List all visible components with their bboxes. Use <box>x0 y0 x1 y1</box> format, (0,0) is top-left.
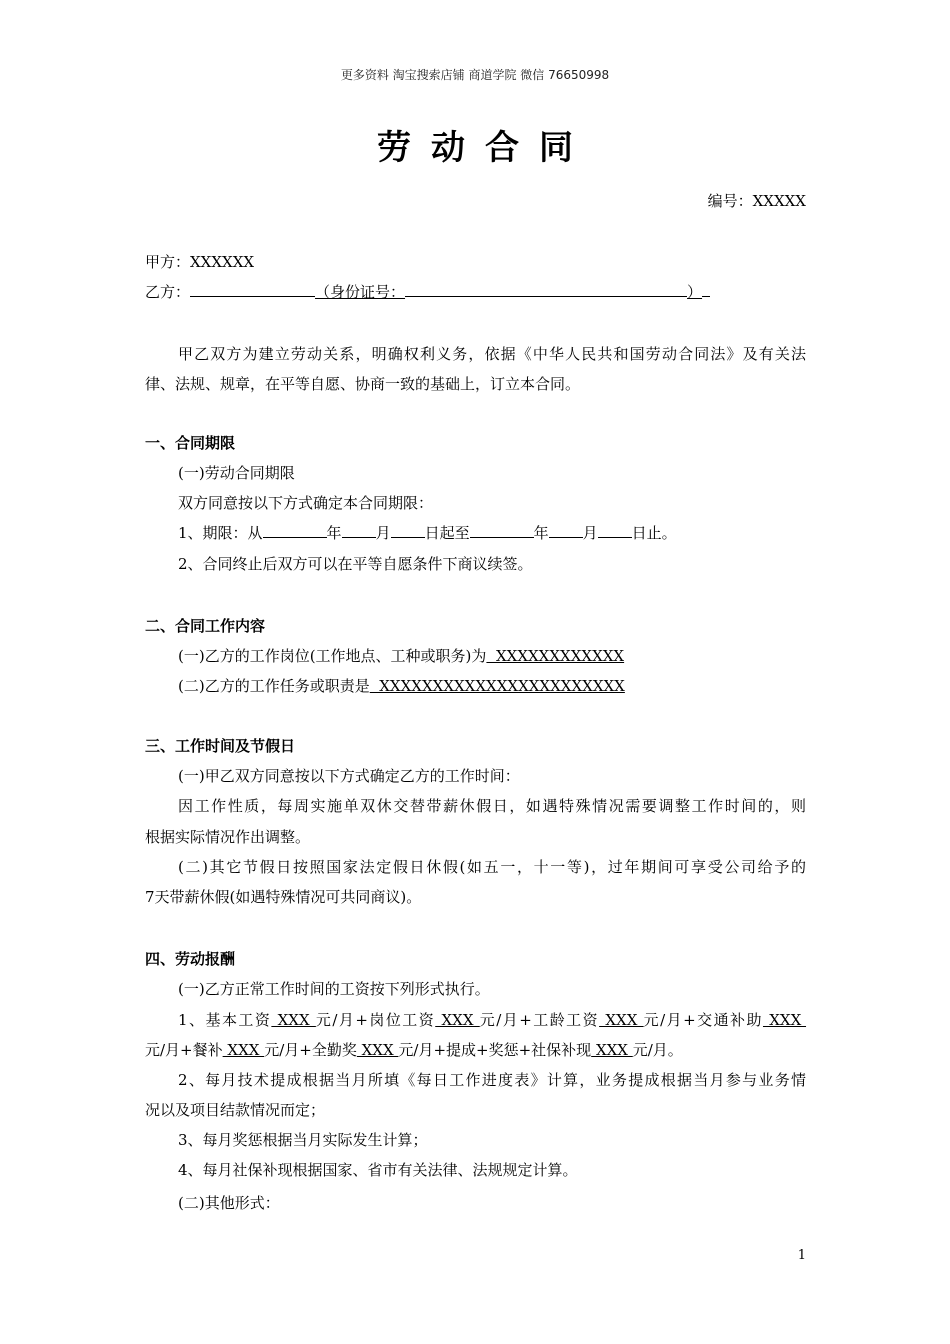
s2-l1-text: (一)乙方的工作岗位(工作地点、工种或职务)为 <box>178 647 487 665</box>
section-3-title: 三、工作时间及节假日 <box>145 737 296 755</box>
social-value: XXX <box>591 1041 633 1059</box>
month-label: 月 <box>375 524 391 542</box>
section-2-title: 二、合同工作内容 <box>145 617 266 635</box>
page-header: 更多资料 淘宝搜索店铺 商道学院 微信 76650998 <box>340 68 610 82</box>
end-day-blank[interactable] <box>598 522 632 538</box>
start-year-blank[interactable] <box>263 522 327 538</box>
s4-line-1: (一)乙方正常工作时间的工资按下列形式执行。 <box>178 980 490 998</box>
social-label: 元/月+提成+奖惩+社保补现 <box>398 1041 592 1059</box>
s1-term-line <box>178 522 677 544</box>
section-4-title: 四、劳动报酬 <box>145 950 236 968</box>
id-number-blank[interactable] <box>405 281 687 297</box>
meal-label: 元/月+餐补 <box>145 1041 223 1059</box>
id-close: ） <box>687 283 703 301</box>
s2-l2-text: (二)乙方的工作任务或职责是 <box>178 677 370 695</box>
duty-value: XXXXXXXXXXXXXXXXXXXXXXX <box>369 677 625 695</box>
transport-label: 元/月+交通补助 <box>643 1011 763 1029</box>
s4-line-8: (二)其他形式： <box>178 1194 280 1212</box>
intro-line-1: 甲乙双方为建立劳动关系，明确权利义务，依据《中华人民共和国劳动合同法》及有关法 <box>178 345 806 363</box>
s1-line-1: (一)劳动合同期限 <box>178 464 295 482</box>
s2-line-2 <box>178 675 625 697</box>
attendance-label: 元/月+全勤奖 <box>264 1041 357 1059</box>
year-label: 年 <box>326 524 342 542</box>
day-end-label: 日止。 <box>631 524 677 542</box>
seniority-value: XXX <box>599 1011 644 1029</box>
post-salary-value: XXX <box>435 1011 480 1029</box>
document-title: 劳动合同 <box>377 128 593 168</box>
section-1-title: 一、合同期限 <box>145 434 236 452</box>
end-year-blank[interactable] <box>470 522 534 538</box>
s4-line-4: 2、每月技术提成根据当月所填《每日工作进度表》计算，业务提成根据当月参与业务情 <box>178 1071 806 1089</box>
end-month-blank[interactable] <box>549 522 583 538</box>
year-label: 年 <box>533 524 549 542</box>
salary-line-2 <box>145 1039 683 1061</box>
s2-line-1 <box>178 645 624 667</box>
page-number: 1 <box>797 1248 806 1263</box>
attendance-value: XXX <box>356 1041 399 1059</box>
s3-line-1: (一)甲乙双方同意按以下方式确定乙方的工作时间： <box>178 767 520 785</box>
start-month-blank[interactable] <box>342 522 376 538</box>
salary-line-1 <box>178 1009 806 1031</box>
base-salary-value: XXX <box>271 1011 316 1029</box>
underline-tail <box>702 281 710 297</box>
base-salary-label: 1、基本工资 <box>178 1011 272 1029</box>
s4-line-6: 3、每月奖惩根据当月实际发生计算； <box>178 1131 428 1149</box>
month-label: 月 <box>582 524 598 542</box>
day-to-label: 日起至 <box>424 524 470 542</box>
s4-line-5: 况以及项目结款情况而定； <box>145 1101 326 1119</box>
s3-line-5: 7天带薪休假(如遇特殊情况可共同商议)。 <box>145 888 422 906</box>
intro-line-2: 律、法规、规章，在平等自愿、协商一致的基础上，订立本合同。 <box>145 375 581 393</box>
post-salary-label: 元/月+岗位工资 <box>315 1011 436 1029</box>
party-b <box>145 281 710 303</box>
s3-line-2: 因工作性质，每周实施单双休交替带薪休假日，如遇特殊情况需要调整工作时间的，则 <box>178 797 806 815</box>
meal-value: XXX <box>222 1041 265 1059</box>
seniority-label: 元/月+工龄工资 <box>479 1011 600 1029</box>
transport-value: XXX <box>762 1011 807 1029</box>
contract-number: 编号：XXXXX <box>707 192 806 210</box>
party-b-label: 乙方： <box>145 283 191 301</box>
start-day-blank[interactable] <box>391 522 425 538</box>
term-from: 1、期限：从 <box>178 524 263 542</box>
party-b-name-blank[interactable] <box>190 281 315 297</box>
party-a: 甲方：XXXXXX <box>145 253 255 271</box>
s1-line-4: 2、合同终止后双方可以在平等自愿条件下商议续签。 <box>178 555 533 573</box>
s1-line-2: 双方同意按以下方式确定本合同期限： <box>178 494 434 512</box>
month-end-label: 元/月。 <box>632 1041 683 1059</box>
position-value: XXXXXXXXXXXX <box>486 647 625 665</box>
s4-line-7: 4、每月社保补现根据国家、省市有关法律、法规规定计算。 <box>178 1161 578 1179</box>
id-label: （身份证号： <box>315 283 406 301</box>
s3-line-4: (二)其它节假日按照国家法定假日休假(如五一，十一等)，过年期间可享受公司给予的 <box>178 858 806 876</box>
s3-line-3: 根据实际情况作出调整。 <box>145 828 311 846</box>
